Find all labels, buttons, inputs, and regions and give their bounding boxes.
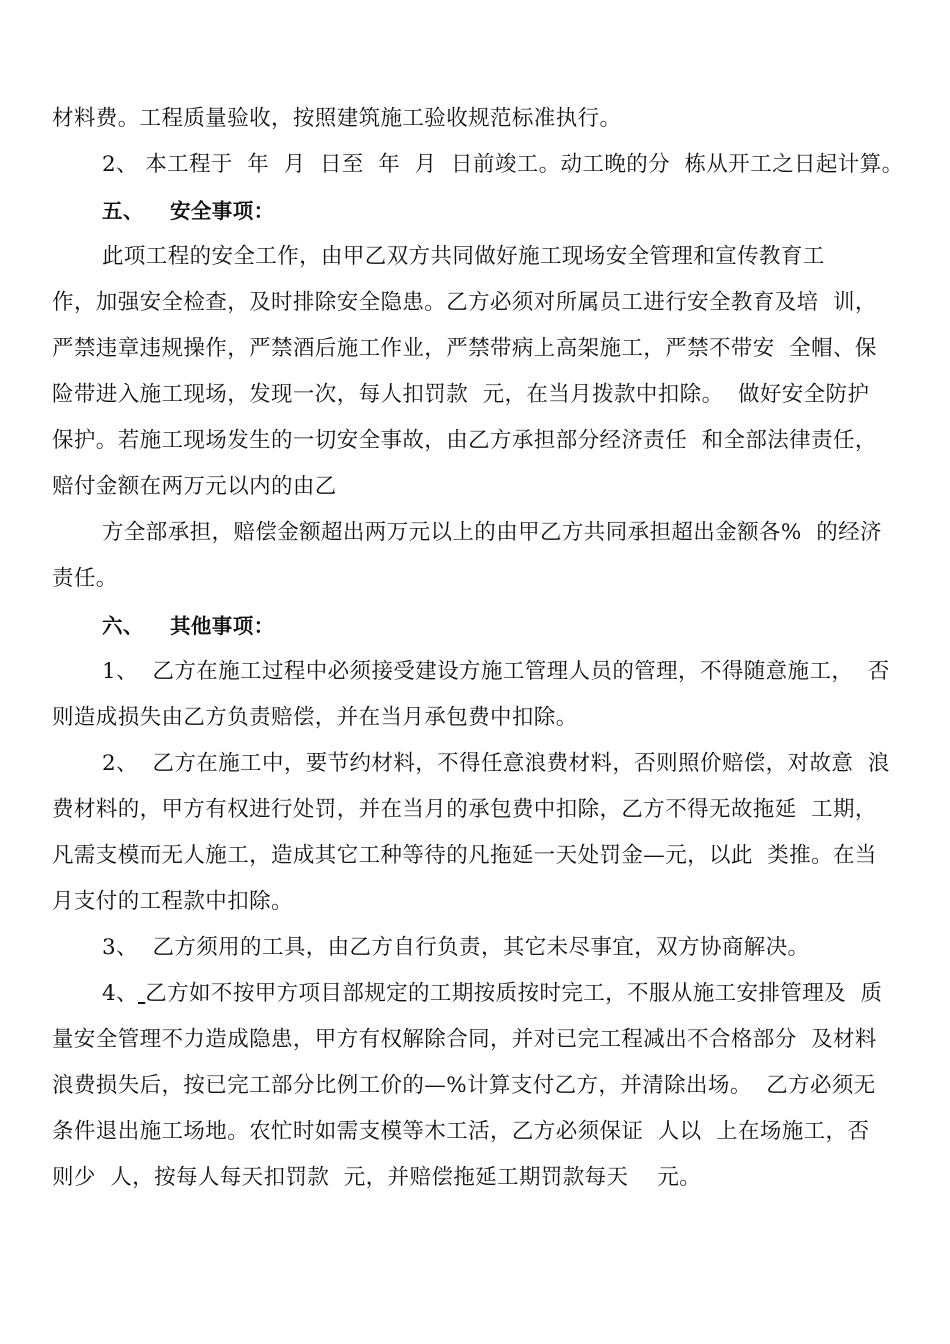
paragraph-line: 条件退出施工场地。农忙时如需支模等木工活，乙方必须保证 人以 上在场施工，否 bbox=[52, 1119, 870, 1144]
paragraph-line: 作，加强安全检查，及时排除安全隐患。乙方必须对所属员工进行安全教育及培 训， bbox=[52, 290, 877, 315]
paragraph-line: 3、 乙方须用的工具，由乙方自行负责，其它未尽事宜，双方协商解决。 bbox=[102, 935, 810, 960]
paragraph-line: 赔付金额在两万元以内的由乙 bbox=[52, 474, 337, 499]
section-number: 六、 bbox=[102, 614, 144, 638]
item-text: 乙方如不按甲方项目部规定的工期按质按时完工，不服从施工安排管理及 质 bbox=[145, 981, 883, 1006]
paragraph-line: 月支付的工程款中扣除。 bbox=[52, 889, 293, 914]
paragraph-line: 浪费损失后，按已完工部分比例工价的—%计算支付乙方，并清除出场。 乙方必须无 bbox=[52, 1073, 876, 1098]
paragraph-line: 则少 人，按每人每天扣罚款 元，并赔偿拖延工期罚款每天 元。 bbox=[52, 1165, 702, 1190]
paragraph-line: 此项工程的安全工作，由甲乙双方共同做好施工现场安全管理和宣传教育工 bbox=[102, 244, 825, 269]
paragraph-line: 2、 本工程于 年 月 日至 年 月 日前竣工。动工晚的分 栋从开工之日起计算。 bbox=[102, 152, 904, 177]
section-number: 五、 bbox=[102, 199, 144, 223]
paragraph-line: 严禁违章违规操作，严禁酒后施工作业，严禁带病上高架施工，严禁不带安 全帽、保 bbox=[52, 336, 877, 361]
paragraph-line: 1、 乙方在施工过程中必须接受建设方施工管理人员的管理，不得随意施工， 否 bbox=[102, 659, 890, 684]
paragraph-line: 责任。 bbox=[52, 566, 118, 591]
paragraph-line: 保护。若施工现场发生的一切安全事故，由乙方承担部分经济责任 和全部法律责任， bbox=[52, 428, 877, 453]
paragraph-line-item4 bbox=[102, 979, 900, 1009]
paragraph-line: 材料费。工程质量验收，按照建筑施工验收规范标准执行。 bbox=[52, 106, 622, 131]
section-title: 其他事项： bbox=[170, 614, 275, 638]
item-number: 4、 bbox=[102, 981, 138, 1006]
section-heading-other bbox=[102, 611, 900, 641]
paragraph-line: 方全部承担，赔偿金额超出两万元以上的由甲乙方共同承担超出金额各% 的经济 bbox=[102, 520, 882, 545]
paragraph-line: 2、 乙方在施工中，要节约材料，不得任意浪费材料，否则照价赔偿，对故意 浪 bbox=[102, 751, 890, 776]
paragraph-line: 凡需支模而无人施工，造成其它工种等待的凡拖延一天处罚金—元，以此 类推。在当 bbox=[52, 843, 877, 868]
paragraph-line: 费材料的，甲方有权进行处罚，并在当月的承包费中扣除，乙方不得无故拖延 工期， bbox=[52, 797, 877, 822]
paragraph-line: 险带进入施工现场，发现一次，每人扣罚款 元，在当月拨款中扣除。 做好安全防护 bbox=[52, 382, 870, 407]
section-heading-safety bbox=[102, 196, 900, 226]
paragraph-line: 量安全管理不力造成隐患，甲方有权解除合同，并对已完工程减出不合格部分 及材料 bbox=[52, 1027, 877, 1052]
section-title: 安全事项： bbox=[170, 199, 275, 223]
paragraph-line: 则造成损失由乙方负责赔偿，并在当月承包费中扣除。 bbox=[52, 705, 578, 730]
